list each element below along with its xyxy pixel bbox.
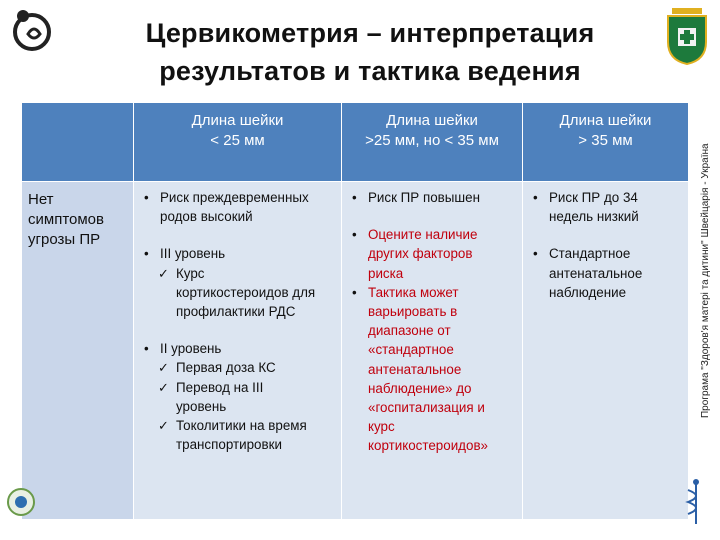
header-cell-gt35	[523, 103, 688, 181]
check-text: профилактики РДС	[176, 304, 296, 320]
cell-gt35	[523, 182, 688, 519]
mother-and-child-logo-icon	[6, 4, 56, 54]
check-text: кортикостероидов для	[176, 284, 316, 300]
bullet-text: «стандартное	[368, 342, 454, 358]
bullet-text: «госпитализация и	[368, 400, 485, 416]
page-title	[100, 14, 640, 90]
side-caption: Програма "Здоров'я матері та дитини" Швейцарія - Україна	[700, 143, 711, 418]
bullet-text: антенатальное	[549, 265, 643, 281]
check-item-continuation	[142, 283, 337, 321]
bullet-text: других факторов	[368, 246, 473, 262]
header-label: Длина шейки	[559, 112, 652, 129]
bullet-text: антенатальное	[368, 361, 462, 377]
bullet-text: кортикостероидов»	[368, 438, 488, 454]
check-item: ✓ Курс	[142, 264, 337, 283]
bullet-item: • Риск ПР повышен	[350, 188, 518, 207]
check-item	[142, 416, 337, 454]
check-text: транспортировки	[176, 437, 282, 453]
regional-coat-of-arms-icon	[664, 6, 710, 66]
bullet-text: • Стандартное	[549, 246, 631, 262]
bullet-item: • III уровень	[142, 244, 337, 263]
check-item	[142, 378, 337, 416]
bullet-item	[142, 188, 337, 226]
header-cell-lt25	[134, 103, 341, 181]
interpretation-table	[22, 103, 688, 519]
header-label: Длина шейки	[386, 112, 478, 129]
title-line-2: результатов и тактика ведения	[159, 56, 581, 86]
row-label-cell	[22, 182, 133, 519]
header-sublabel: > 35 мм	[578, 132, 633, 149]
bullet-item: • II уровень	[142, 339, 337, 358]
bullet-text: наблюдение	[549, 284, 627, 300]
bullet-text: риска	[368, 265, 404, 281]
bullet-item-highlight	[350, 283, 518, 456]
header-label: Длина шейки	[191, 112, 284, 129]
bullet-text: родов высокий	[160, 209, 253, 225]
bullet-item	[531, 188, 684, 226]
bullet-text: • Риск преждевременных	[160, 190, 309, 205]
bullet-item	[531, 244, 684, 302]
title-line-1: Цервикометрия – интерпретация	[145, 18, 595, 48]
cell-lt25	[134, 182, 341, 519]
caduceus-icon	[676, 476, 716, 526]
check-text: ✓ Перевод на III	[176, 379, 264, 395]
bullet-text: • Риск ПР до 34	[549, 190, 638, 205]
header-cell-25-35	[342, 103, 522, 181]
cell-25-35	[342, 182, 522, 519]
bullet-text: наблюдение» до	[368, 380, 472, 396]
check-text: ✓ Токолитики на время	[176, 418, 307, 434]
row-label-line: Нет	[28, 191, 54, 208]
emblem-icon	[6, 480, 36, 520]
check-item: ✓ Первая доза КС	[142, 358, 337, 377]
bullet-text: варьировать в	[368, 304, 458, 320]
row-label-line: угрозы ПР	[28, 231, 101, 248]
row-label-line: симптомов	[28, 211, 104, 228]
bullet-item-highlight	[350, 225, 518, 283]
bullet-text: • Тактика может	[368, 284, 459, 300]
header-corner-cell	[22, 103, 133, 181]
bullet-text: • Оцените наличие	[368, 227, 478, 243]
check-text: уровень	[176, 398, 227, 414]
header-sublabel: >25 мм, но < 35 мм	[365, 132, 499, 149]
bullet-text: диапазоне от	[368, 323, 451, 339]
bullet-text: курс	[368, 419, 395, 435]
header-sublabel: < 25 мм	[210, 132, 265, 149]
bullet-text: недель низкий	[549, 209, 639, 225]
